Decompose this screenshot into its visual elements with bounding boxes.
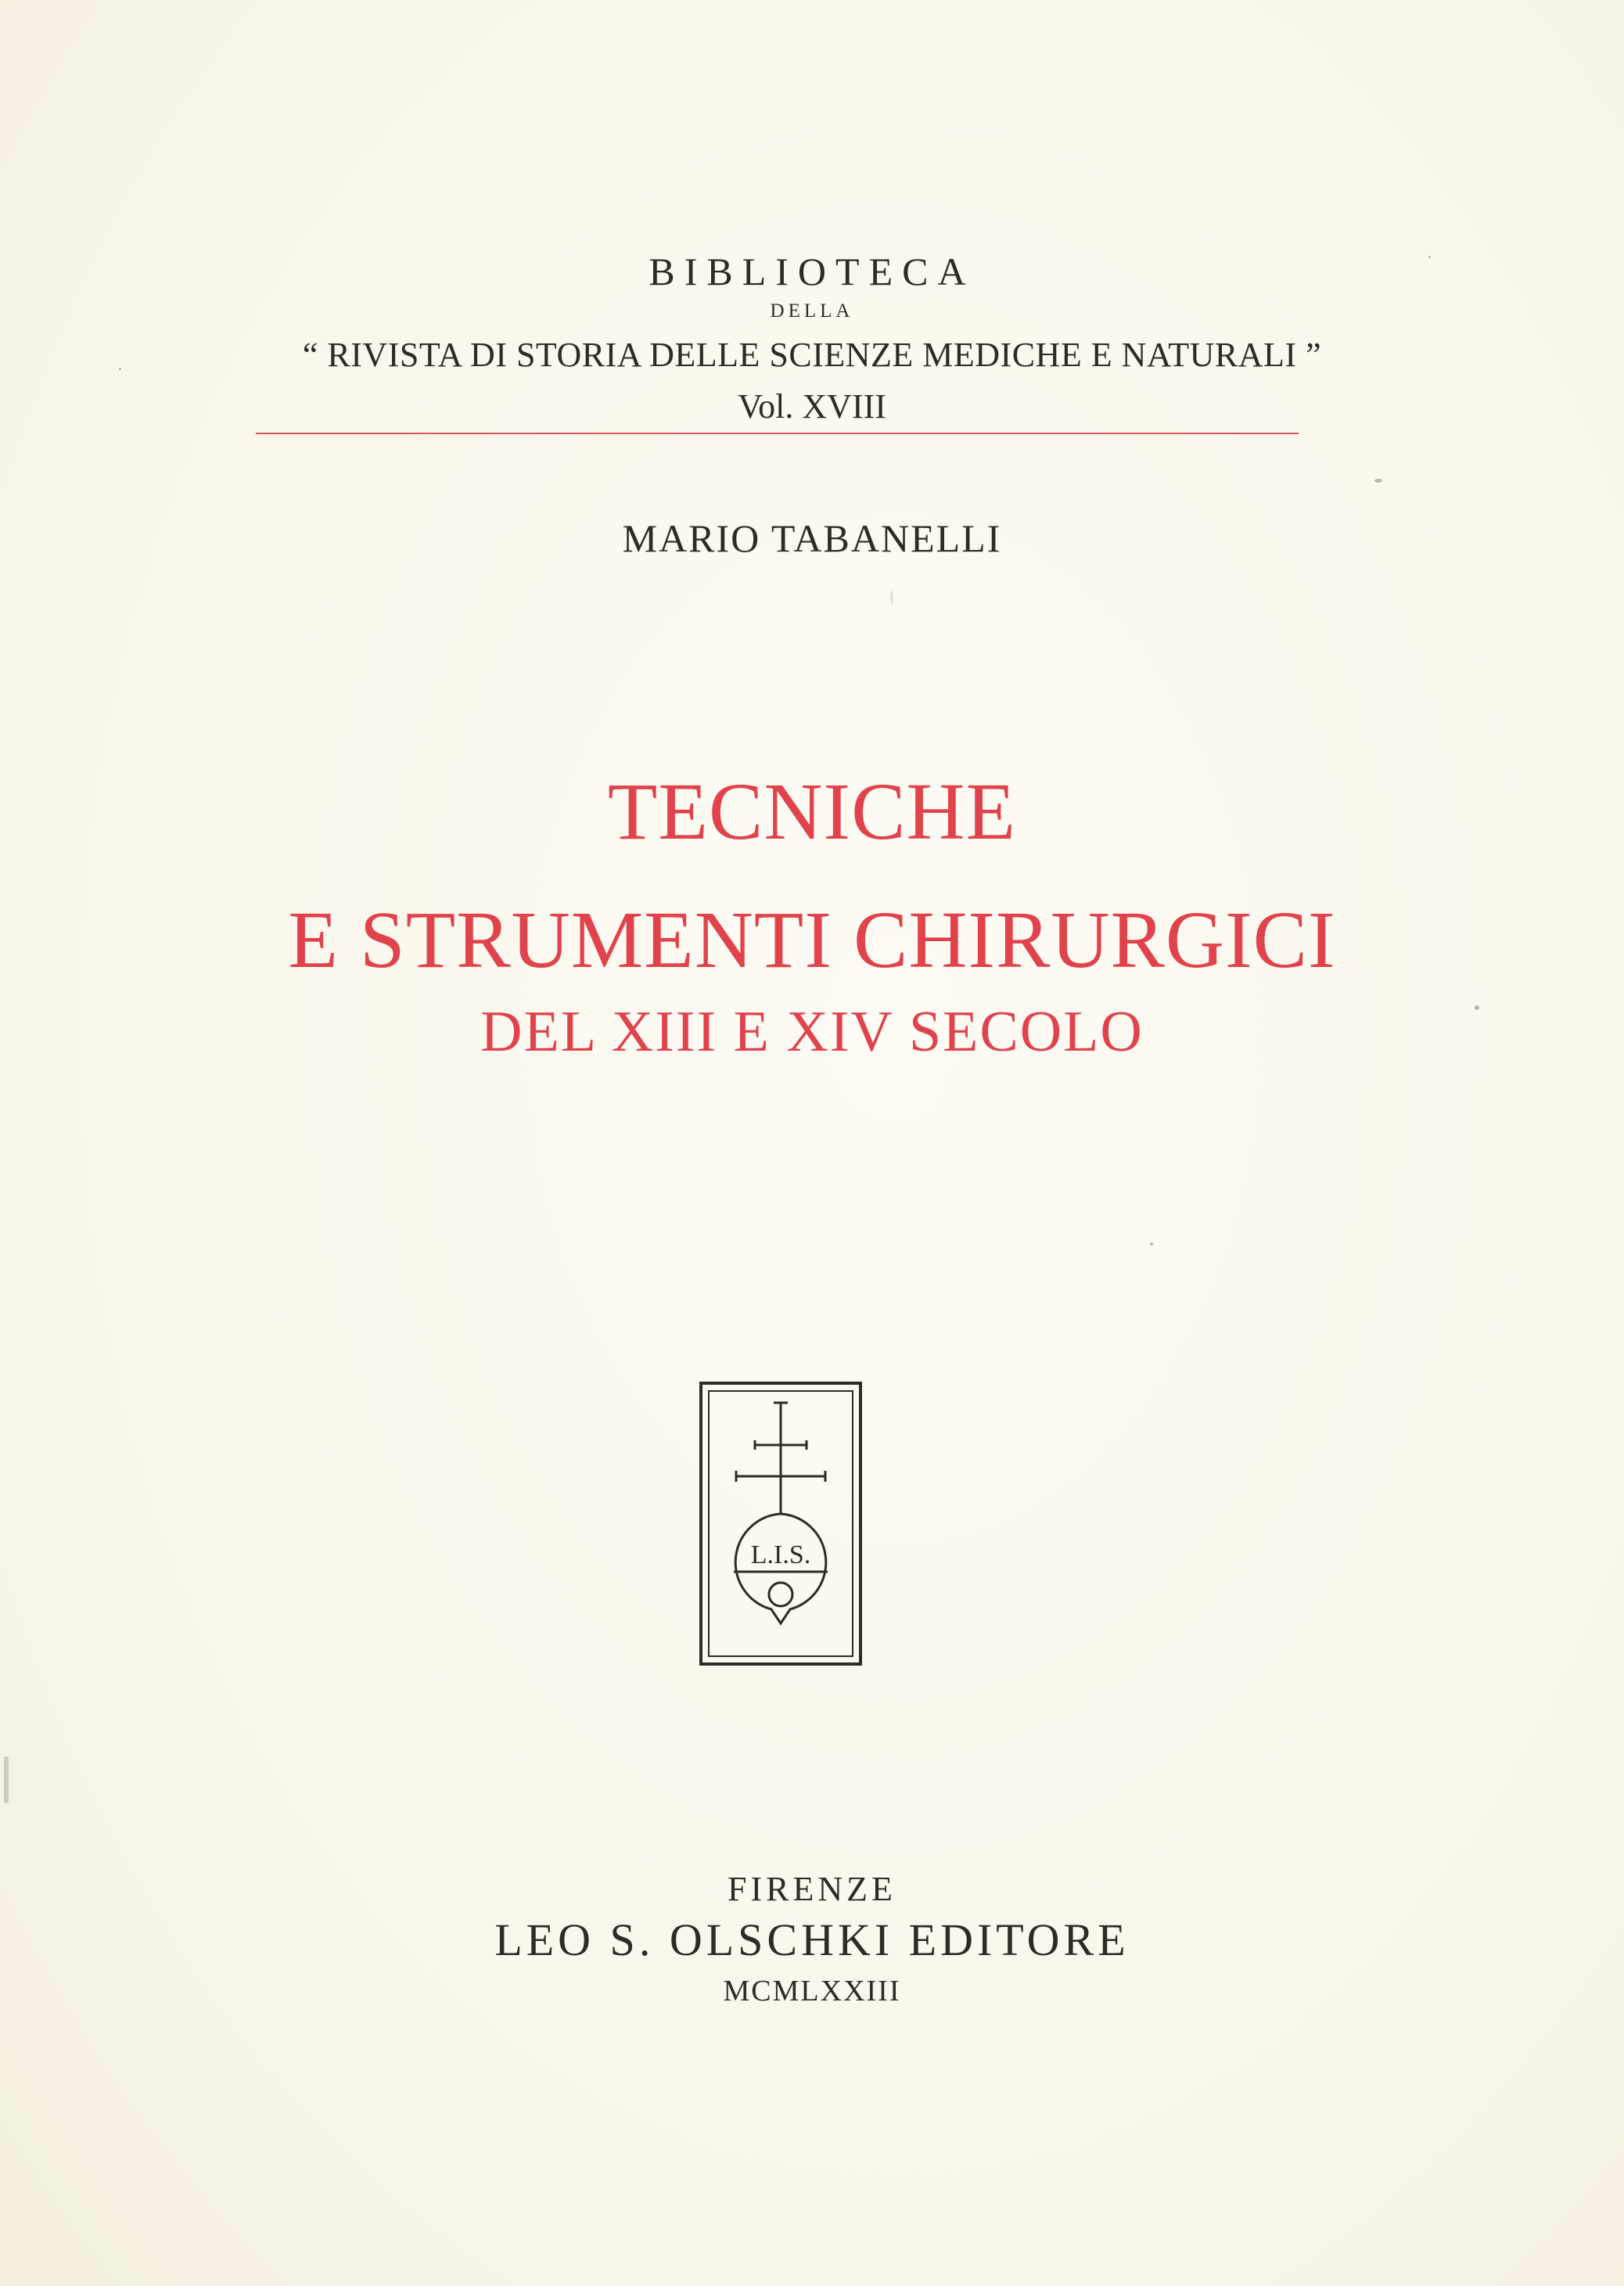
- paper-speck: [890, 591, 893, 605]
- author-name: MARIO TABANELLI: [622, 516, 1002, 560]
- series-della: DELLA: [770, 300, 854, 322]
- red-divider-rule: [256, 433, 1299, 434]
- imprint-publisher: LEO S. OLSCHKI EDITORE: [494, 1914, 1130, 1965]
- paper-speck: [1428, 256, 1431, 258]
- series-title: BIBLIOTECA: [649, 250, 975, 293]
- book-title-line-2: E STRUMENTI CHIRURGICI: [288, 895, 1336, 985]
- imprint-city: FIRENZE: [728, 1870, 896, 1908]
- paper-speck: [1374, 479, 1382, 483]
- series-volume: Vol. XVIII: [738, 387, 886, 426]
- paper-speck: [119, 368, 121, 370]
- book-title-line-1: TECNICHE: [607, 767, 1017, 857]
- device-monogram: L.I.S.: [750, 1540, 811, 1569]
- paper-speck: [1475, 1005, 1479, 1010]
- paper-speck: [1150, 1242, 1153, 1245]
- series-journal: “ RIVISTA DI STORIA DELLE SCIENZE MEDICHE E NATURALI ”: [302, 336, 1322, 374]
- publisher-device-icon: [699, 1381, 863, 1666]
- book-subtitle: DEL XIII E XIV SECOLO: [480, 1000, 1144, 1064]
- paper-edge-mark: [4, 1756, 9, 1803]
- imprint-year: MCMLXXIII: [723, 1975, 901, 2007]
